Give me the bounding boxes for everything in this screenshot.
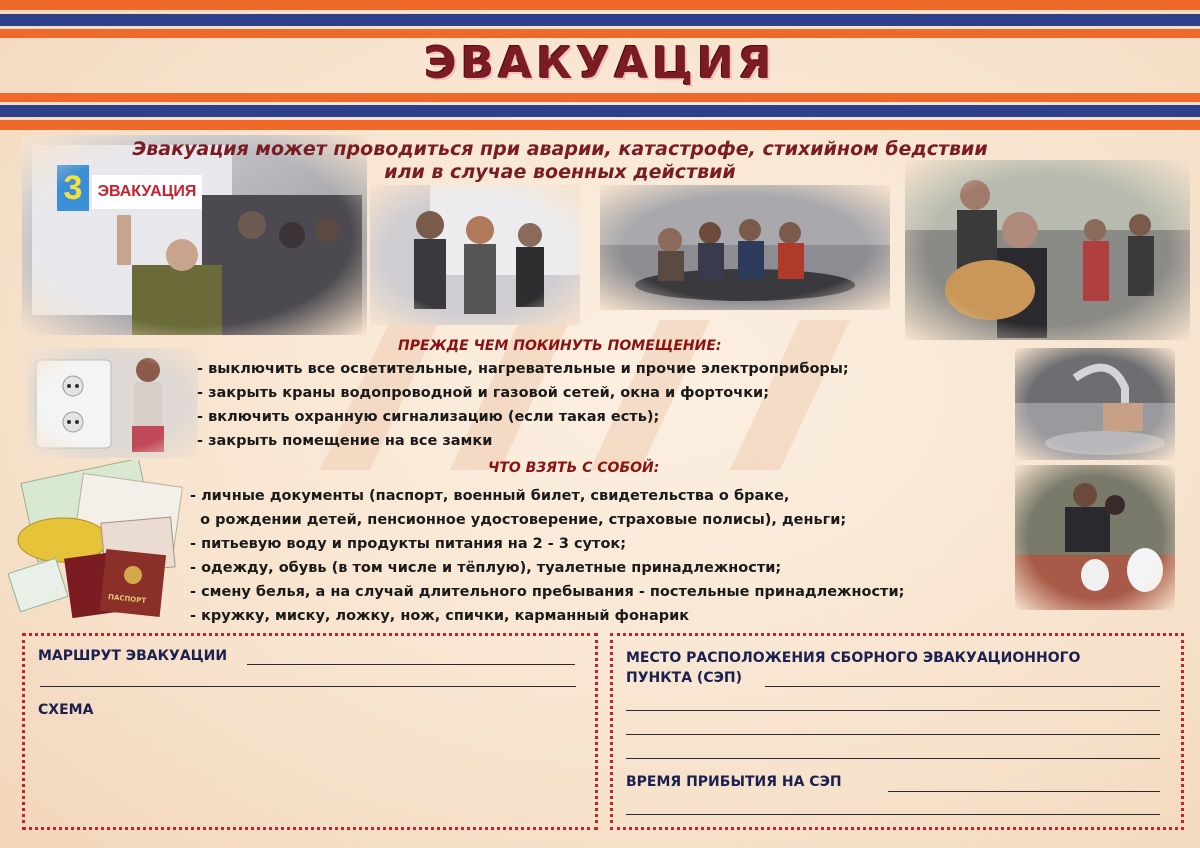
place-fill-line-3[interactable] (626, 734, 1160, 735)
before-leaving-heading: ПРЕЖДЕ ЧЕМ ПОКИНУТЬ ПОМЕЩЕНИЕ: (398, 338, 722, 354)
photo-child-socket (28, 348, 198, 458)
arrival-fill-line-2[interactable] (626, 814, 1160, 815)
poster-subtitle (60, 138, 1060, 184)
photo-water-tap (1015, 348, 1175, 460)
mid-stripe-blue (0, 105, 1200, 117)
passport-label: ПАСПОРТ (107, 593, 147, 605)
arrival-fill-line-1[interactable] (888, 791, 1160, 792)
before-leaving-list (197, 357, 849, 453)
route-fill-line-2[interactable] (40, 686, 576, 687)
list-item: - питьевую воду и продукты питания на 2 - 3 суток; (190, 536, 627, 552)
list-item: - включить охранную сигнализацию (если такая есть); (197, 409, 660, 425)
photo-boarding-bus (370, 185, 580, 325)
list-item: - одежду, обувь (в том числе и тёплую), туалетные принадлежности; (190, 560, 782, 576)
list-item: - кружку, миску, ложку, нож, спички, карманный фонарик (190, 608, 690, 624)
place-fill-line-2[interactable] (626, 710, 1160, 711)
arrival-time-label: ВРЕМЯ ПРИБЫТИЯ НА СЭП (626, 774, 842, 790)
photo-seated-evacuees (1015, 465, 1175, 610)
top-stripe-orange-2 (0, 29, 1200, 38)
place-fill-line-1[interactable] (765, 686, 1160, 687)
place-fill-line-4[interactable] (626, 758, 1160, 759)
take-with-list (190, 484, 904, 628)
route-label: МАРШРУТ ЭВАКУАЦИИ (38, 648, 228, 664)
list-item: - личные документы (паспорт, военный билет, свидетельства о браке, (190, 488, 790, 504)
take-with-heading: ЧТО ВЗЯТЬ С СОБОЙ: (488, 460, 660, 476)
photo-evacuees-with-belongings (905, 160, 1190, 340)
list-item: - закрыть краны водопроводной и газовой сетей, окна и форточки; (197, 385, 770, 401)
mid-stripe-orange-2 (0, 120, 1200, 130)
route-fill-line-1[interactable] (247, 664, 575, 665)
list-item: - выключить все осветительные, нагревательные и прочие электроприборы; (197, 361, 849, 377)
mid-stripe-orange-1 (0, 93, 1200, 102)
poster-title: ЭВАКУАЦИЯ (424, 38, 776, 89)
scheme-label: СХЕМА (38, 702, 94, 718)
top-stripe-blue (0, 14, 1200, 26)
place-label-line-1: МЕСТО РАСПОЛОЖЕНИЯ СБОРНОГО ЭВАКУАЦИОННОГО (626, 650, 1081, 666)
subtitle-line-2: или в случае военных действий (384, 161, 736, 183)
photo-documents (8, 460, 188, 620)
subtitle-line-1: Эвакуация может проводиться при аварии, катастрофе, стихийном бедствии (132, 138, 988, 160)
top-stripe-orange-1 (0, 0, 1200, 10)
place-label-line-2: ПУНКТА (СЭП) (626, 670, 742, 686)
list-item: - смену белья, а на случай длительного пребывания - постельные принадлежности; (190, 584, 905, 600)
list-item: - закрыть помещение на все замки (197, 433, 493, 449)
photo-flood-boat (600, 185, 890, 310)
list-item: о рождении детей, пенсионное удостоверение, страховые полисы), деньги; (190, 512, 847, 528)
